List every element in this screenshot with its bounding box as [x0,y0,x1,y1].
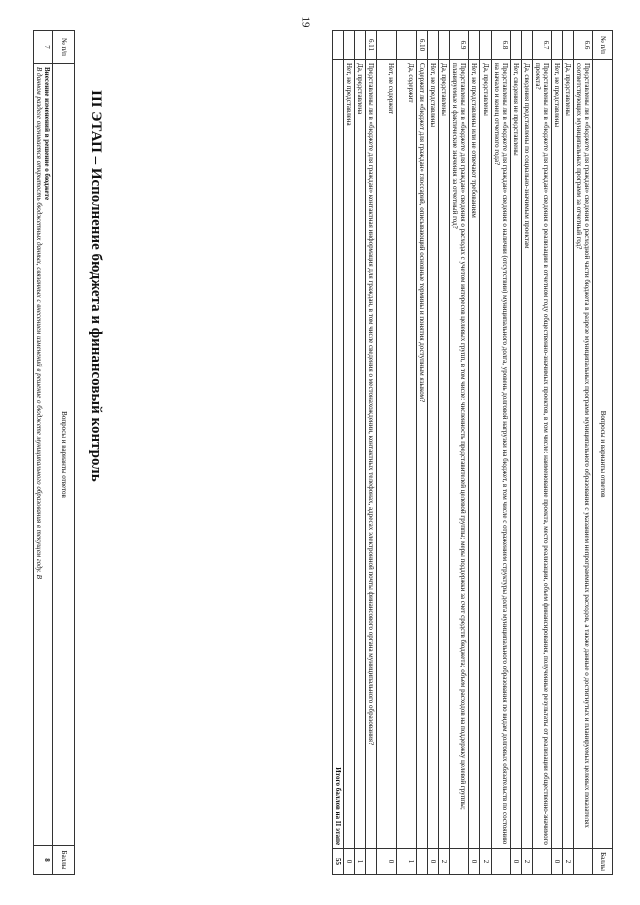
row-score: 0 [551,849,562,875]
row-num [510,31,521,60]
total-label: Итого баллов на II этапе [333,60,344,849]
table-row [397,31,417,875]
row-score: 2 [521,849,532,875]
row-text: Представлены ли в «бюджете для граждан» сведения о наличии (отсутствии) муниципального долга, уровень долговой нагрузки на бюджет, в том числе с отражением структуры долга муниципального образования по видам долговых обязательств по состоянию на начало и конец отчетного года? [491,60,510,849]
row-num [397,31,417,60]
row-num [428,31,439,60]
row-text: Нет, не представлена [344,60,355,849]
row-score: 0 [377,849,397,875]
row-score [573,849,592,875]
header-score: Баллы [53,846,75,875]
row-cell [33,64,52,846]
row-num: 6.10 [417,31,428,60]
header-num: № п/п [593,31,613,60]
total-value: 55 [333,849,344,875]
row-num: 6.11 [366,31,377,60]
header-question: Вопросы и варианты ответов [593,60,613,849]
table-row [491,31,510,875]
row-num [480,31,491,60]
row-num: 6.8 [491,31,510,60]
table-row [417,31,428,875]
row-num [439,31,450,60]
header-question: Вопросы и варианты ответов [53,64,75,846]
total-empty-cell [333,31,344,60]
section-title: III ЭТАП – Исполнение бюджета и финансовый контроль [88,90,104,482]
row-num [469,31,480,60]
table-row [366,31,377,875]
row-score: 0 [428,849,439,875]
row-text: Содержит ли «бюджет для граждан» глоссарий, описывающий основные термины и понятия доступным языком? [417,60,428,849]
row-text: Представлены ли в «бюджете для граждан» сведения о расходах с учетом интересов целевых групп, в том числе: численность представителей целевой группы; меры поддержки за счет средств бюджета; объем расходов на поддержку целевой группы; планируемые и фактические значения за отчетный год? [450,60,469,849]
row-num [551,31,562,60]
row-num: 6.7 [532,31,551,60]
table-row [480,31,491,875]
row-score: 0 [469,849,480,875]
table-row [377,31,397,875]
table-row [428,31,439,875]
table-row [344,31,355,875]
row-score: 1 [355,849,366,875]
row-score [532,849,551,875]
table-row [439,31,450,875]
row-num: 6.9 [450,31,469,60]
row-score: 0 [344,849,355,875]
table-row [510,31,521,875]
row-title: Внесение изменений в решение о бюджете [43,67,51,201]
row-text: Нет, не представлены [428,60,439,849]
table-row [532,31,551,875]
table-row [562,31,573,875]
table-row [469,31,480,875]
row-num: 7 [33,31,52,64]
table-header-row [593,31,613,875]
row-num [521,31,532,60]
row-text: Представлены ли в «бюджете для граждан» сведения о расходной части бюджета в разрезе муниципальных программ муниципального образования с указанием непрограммных расходов, а также данные о достигнутых и планируемых целевых показателях соответствующих муниципальных программ за отчетный год? [573,60,592,849]
page-number: 19 [299,16,312,28]
table-row [573,31,592,875]
row-score: 1 [397,849,417,875]
row-num: 6.6 [573,31,592,60]
table-header-row [53,31,75,875]
row-score [450,849,469,875]
row-score [417,849,428,875]
row-text: Представлены ли в «бюджете для граждан» сведения о реализации в отчетном году общественно-значимых проектов, в том числе: наименование проекта, место реализации, объем финансирования, полученные результаты от реализации общественно-значимого проекта? [532,60,551,849]
row-num [355,31,366,60]
row-score: 2 [562,849,573,875]
row-text: Да, представлены [480,60,491,849]
row-text: Да, содержит [397,60,417,849]
header-score: Баллы [593,849,613,875]
row-num [562,31,573,60]
row-text: Да, представлены [439,60,450,849]
row-text: Да, представлены [562,60,573,849]
table-row [355,31,366,875]
row-score [491,849,510,875]
row-num [377,31,397,60]
table-row [521,31,532,875]
row-text: Да, сведения представлены по социально-значимым проектам [521,60,532,849]
table-row [551,31,562,875]
row-text: Представлены ли в «бюджете для граждан» контактная информация для граждан, в том числе сведения о местонахождении, контактных телефонах, адресах электронной почты финансового органа муниципального образования? [366,60,377,849]
row-score: 2 [439,849,450,875]
criteria-table-stage-2 [332,30,613,875]
row-text: Да, представлена [355,60,366,849]
total-row [333,31,344,875]
row-text: Нет, не представлены [551,60,562,849]
row-text: Нет, не представлены или не отвечают требованиям [469,60,480,849]
criteria-table-stage-3 [33,30,75,875]
row-num [344,31,355,60]
row-text: В данном разделе оценивается открытость бюджетных данных, связанных с внесением изменений в решение о бюджете муниципального образования в текущем году. В [34,67,43,579]
row-score: 8 [33,846,52,875]
table-row [450,31,469,875]
row-text: Нет, сведения не представлены [510,60,521,849]
header-num: № п/п [53,31,75,64]
row-score [366,849,377,875]
table-row [33,31,52,875]
row-text: Нет, не содержит [377,60,397,849]
row-score: 2 [480,849,491,875]
row-score: 0 [510,849,521,875]
